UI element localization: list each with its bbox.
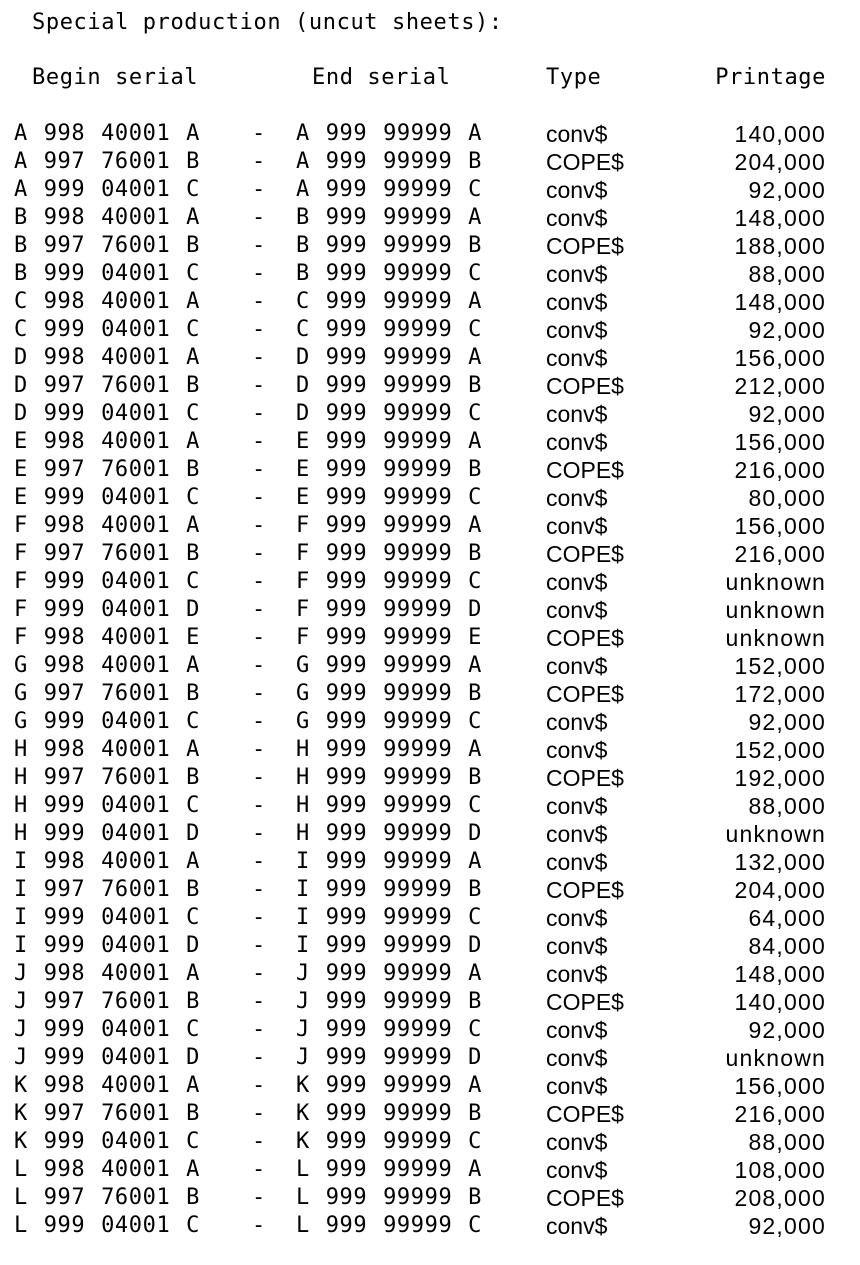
end-serial-cell: A 999 99999 B xyxy=(296,149,482,174)
begin-serial-cell: J 998 40001 A xyxy=(14,961,200,986)
begin-serial-cell: I 998 40001 A xyxy=(14,849,200,874)
begin-serial-cell: E 997 76001 B xyxy=(14,457,200,482)
end-serial-cell: F 999 99999 B xyxy=(296,541,482,566)
end-serial-cell: K 999 99999 C xyxy=(296,1129,482,1154)
printage-cell: 208,000 xyxy=(734,1185,826,1211)
table-row xyxy=(0,932,860,960)
begin-serial-cell: H 999 04001 D xyxy=(14,821,200,846)
range-dash: - xyxy=(252,625,266,650)
end-serial-cell: E 999 99999 B xyxy=(296,457,482,482)
range-dash: - xyxy=(252,989,266,1014)
type-cell: COPE$ xyxy=(546,877,624,903)
type-cell: COPE$ xyxy=(546,625,624,651)
type-cell: conv$ xyxy=(546,485,608,511)
begin-serial-cell: C 999 04001 C xyxy=(14,317,200,342)
range-dash: - xyxy=(252,1129,266,1154)
range-dash: - xyxy=(252,709,266,734)
begin-serial-cell: F 999 04001 C xyxy=(14,569,200,594)
end-serial-cell: I 999 99999 D xyxy=(296,933,482,958)
type-cell: conv$ xyxy=(546,289,608,315)
range-dash: - xyxy=(252,821,266,846)
range-dash: - xyxy=(252,653,266,678)
begin-serial-cell: G 998 40001 A xyxy=(14,653,200,678)
end-serial-cell: J 999 99999 D xyxy=(296,1045,482,1070)
type-cell: COPE$ xyxy=(546,1185,624,1211)
table-row xyxy=(0,568,860,596)
end-serial-cell: D 999 99999 A xyxy=(296,345,482,370)
table-row xyxy=(0,652,860,680)
printage-cell: 92,000 xyxy=(748,1017,826,1043)
type-cell: conv$ xyxy=(546,261,608,287)
begin-serial-cell: D 997 76001 B xyxy=(14,373,200,398)
begin-serial-cell: K 999 04001 C xyxy=(14,1129,200,1154)
table-row xyxy=(0,1128,860,1156)
range-dash: - xyxy=(252,681,266,706)
type-cell: conv$ xyxy=(546,1213,608,1239)
range-dash: - xyxy=(252,121,266,146)
begin-serial-cell: B 998 40001 A xyxy=(14,205,200,230)
table-row xyxy=(0,1184,860,1212)
begin-serial-cell: L 997 76001 B xyxy=(14,1185,200,1210)
end-serial-cell: J 999 99999 B xyxy=(296,989,482,1014)
column-header-begin-serial: Begin serial xyxy=(32,65,199,90)
type-cell: conv$ xyxy=(546,205,608,231)
printage-cell: 156,000 xyxy=(734,513,826,539)
table-row xyxy=(0,820,860,848)
range-dash: - xyxy=(252,737,266,762)
end-serial-cell: B 999 99999 B xyxy=(296,233,482,258)
table-row xyxy=(0,456,860,484)
range-dash: - xyxy=(252,765,266,790)
type-cell: conv$ xyxy=(546,401,608,427)
end-serial-cell: B 999 99999 C xyxy=(296,261,482,286)
column-header-type: Type xyxy=(546,65,602,90)
begin-serial-cell: H 999 04001 C xyxy=(14,793,200,818)
printage-cell: 92,000 xyxy=(748,401,826,427)
table-row xyxy=(0,260,860,288)
printage-cell: 204,000 xyxy=(734,877,826,903)
table-row xyxy=(0,708,860,736)
begin-serial-cell: E 999 04001 C xyxy=(14,485,200,510)
table-row xyxy=(0,876,860,904)
table-row xyxy=(0,316,860,344)
begin-serial-cell: A 997 76001 B xyxy=(14,149,200,174)
end-serial-cell: A 999 99999 A xyxy=(296,121,482,146)
printage-cell: 148,000 xyxy=(734,289,826,315)
printage-cell: 88,000 xyxy=(748,793,826,819)
type-cell: conv$ xyxy=(546,1045,608,1071)
type-cell: conv$ xyxy=(546,849,608,875)
table-row xyxy=(0,484,860,512)
end-serial-cell: H 999 99999 D xyxy=(296,821,482,846)
range-dash: - xyxy=(252,597,266,622)
end-serial-cell: K 999 99999 B xyxy=(296,1101,482,1126)
end-serial-cell: E 999 99999 C xyxy=(296,485,482,510)
printage-cell: 80,000 xyxy=(748,485,826,511)
range-dash: - xyxy=(252,177,266,202)
begin-serial-cell: A 999 04001 C xyxy=(14,177,200,202)
end-serial-cell: I 999 99999 B xyxy=(296,877,482,902)
end-serial-cell: L 999 99999 A xyxy=(296,1157,482,1182)
table-row xyxy=(0,288,860,316)
range-dash: - xyxy=(252,849,266,874)
type-cell: conv$ xyxy=(546,737,608,763)
printage-cell: 152,000 xyxy=(734,653,826,679)
range-dash: - xyxy=(252,1185,266,1210)
serial-table xyxy=(0,120,860,1240)
begin-serial-cell: B 997 76001 B xyxy=(14,233,200,258)
range-dash: - xyxy=(252,289,266,314)
type-cell: COPE$ xyxy=(546,989,624,1015)
printage-cell: 148,000 xyxy=(734,205,826,231)
printage-cell: 148,000 xyxy=(734,961,826,987)
printage-cell: 132,000 xyxy=(734,849,826,875)
table-row xyxy=(0,176,860,204)
column-header-printage: Printage xyxy=(715,65,826,90)
printage-cell: 216,000 xyxy=(734,541,826,567)
printage-cell: 188,000 xyxy=(734,233,826,259)
printage-cell: 88,000 xyxy=(748,1129,826,1155)
begin-serial-cell: D 999 04001 C xyxy=(14,401,200,426)
table-row xyxy=(0,400,860,428)
printage-cell: 212,000 xyxy=(734,373,826,399)
range-dash: - xyxy=(252,1017,266,1042)
range-dash: - xyxy=(252,793,266,818)
type-cell: conv$ xyxy=(546,177,608,203)
range-dash: - xyxy=(252,1101,266,1126)
table-row xyxy=(0,1100,860,1128)
type-cell: conv$ xyxy=(546,933,608,959)
end-serial-cell: K 999 99999 A xyxy=(296,1073,482,1098)
type-cell: conv$ xyxy=(546,317,608,343)
end-serial-cell: F 999 99999 C xyxy=(296,569,482,594)
type-cell: conv$ xyxy=(546,597,608,623)
begin-serial-cell: I 999 04001 C xyxy=(14,905,200,930)
range-dash: - xyxy=(252,1213,266,1238)
end-serial-cell: I 999 99999 A xyxy=(296,849,482,874)
end-serial-cell: F 999 99999 E xyxy=(296,625,482,650)
begin-serial-cell: E 998 40001 A xyxy=(14,429,200,454)
printage-cell: unknown xyxy=(725,597,826,623)
range-dash: - xyxy=(252,429,266,454)
type-cell: COPE$ xyxy=(546,457,624,483)
table-row xyxy=(0,148,860,176)
begin-serial-cell: F 999 04001 D xyxy=(14,597,200,622)
type-cell: conv$ xyxy=(546,821,608,847)
table-row xyxy=(0,792,860,820)
table-row xyxy=(0,596,860,624)
range-dash: - xyxy=(252,1157,266,1182)
begin-serial-cell: C 998 40001 A xyxy=(14,289,200,314)
type-cell: COPE$ xyxy=(546,681,624,707)
table-row xyxy=(0,1016,860,1044)
type-cell: conv$ xyxy=(546,513,608,539)
range-dash: - xyxy=(252,205,266,230)
begin-serial-cell: K 997 76001 B xyxy=(14,1101,200,1126)
end-serial-cell: D 999 99999 B xyxy=(296,373,482,398)
begin-serial-cell: H 997 76001 B xyxy=(14,765,200,790)
end-serial-cell: J 999 99999 A xyxy=(296,961,482,986)
type-cell: conv$ xyxy=(546,569,608,595)
table-row xyxy=(0,372,860,400)
type-cell: conv$ xyxy=(546,709,608,735)
range-dash: - xyxy=(252,261,266,286)
printage-cell: 108,000 xyxy=(734,1157,826,1183)
range-dash: - xyxy=(252,905,266,930)
printage-cell: unknown xyxy=(725,1045,826,1071)
table-row xyxy=(0,960,860,988)
end-serial-cell: F 999 99999 D xyxy=(296,597,482,622)
printage-cell: 172,000 xyxy=(734,681,826,707)
printage-cell: 84,000 xyxy=(748,933,826,959)
begin-serial-cell: L 998 40001 A xyxy=(14,1157,200,1182)
type-cell: conv$ xyxy=(546,121,608,147)
range-dash: - xyxy=(252,149,266,174)
table-row xyxy=(0,680,860,708)
range-dash: - xyxy=(252,373,266,398)
table-row xyxy=(0,1212,860,1240)
type-cell: conv$ xyxy=(546,345,608,371)
range-dash: - xyxy=(252,1045,266,1070)
begin-serial-cell: G 999 04001 C xyxy=(14,709,200,734)
begin-serial-cell: I 999 04001 D xyxy=(14,933,200,958)
begin-serial-cell: H 998 40001 A xyxy=(14,737,200,762)
range-dash: - xyxy=(252,233,266,258)
type-cell: conv$ xyxy=(546,1129,608,1155)
printage-cell: 204,000 xyxy=(734,149,826,175)
printage-cell: 88,000 xyxy=(748,261,826,287)
table-row xyxy=(0,848,860,876)
type-cell: conv$ xyxy=(546,905,608,931)
range-dash: - xyxy=(252,961,266,986)
begin-serial-cell: J 999 04001 D xyxy=(14,1045,200,1070)
end-serial-cell: C 999 99999 C xyxy=(296,317,482,342)
begin-serial-cell: F 998 40001 A xyxy=(14,513,200,538)
table-row xyxy=(0,764,860,792)
begin-serial-cell: B 999 04001 C xyxy=(14,261,200,286)
printage-cell: 216,000 xyxy=(734,457,826,483)
table-row xyxy=(0,512,860,540)
printage-cell: 152,000 xyxy=(734,737,826,763)
begin-serial-cell: J 999 04001 C xyxy=(14,1017,200,1042)
end-serial-cell: H 999 99999 C xyxy=(296,793,482,818)
printage-cell: 92,000 xyxy=(748,1213,826,1239)
range-dash: - xyxy=(252,345,266,370)
printage-cell: unknown xyxy=(725,625,826,651)
range-dash: - xyxy=(252,933,266,958)
type-cell: COPE$ xyxy=(546,233,624,259)
table-row xyxy=(0,120,860,148)
end-serial-cell: G 999 99999 A xyxy=(296,653,482,678)
begin-serial-cell: I 997 76001 B xyxy=(14,877,200,902)
table-row xyxy=(0,904,860,932)
begin-serial-cell: L 999 04001 C xyxy=(14,1213,200,1238)
end-serial-cell: L 999 99999 C xyxy=(296,1213,482,1238)
printage-cell: 140,000 xyxy=(734,121,826,147)
printage-cell: 92,000 xyxy=(748,177,826,203)
table-row xyxy=(0,624,860,652)
end-serial-cell: J 999 99999 C xyxy=(296,1017,482,1042)
table-row xyxy=(0,736,860,764)
end-serial-cell: E 999 99999 A xyxy=(296,429,482,454)
printage-cell: unknown xyxy=(725,821,826,847)
page-heading: Special production (uncut sheets): xyxy=(32,10,503,35)
begin-serial-cell: F 998 40001 E xyxy=(14,625,200,650)
type-cell: conv$ xyxy=(546,1017,608,1043)
table-row xyxy=(0,204,860,232)
printage-cell: 156,000 xyxy=(734,1073,826,1099)
begin-serial-cell: K 998 40001 A xyxy=(14,1073,200,1098)
range-dash: - xyxy=(252,317,266,342)
range-dash: - xyxy=(252,401,266,426)
end-serial-cell: I 999 99999 C xyxy=(296,905,482,930)
printage-cell: 92,000 xyxy=(748,317,826,343)
range-dash: - xyxy=(252,513,266,538)
printage-cell: 192,000 xyxy=(734,765,826,791)
begin-serial-cell: D 998 40001 A xyxy=(14,345,200,370)
range-dash: - xyxy=(252,569,266,594)
table-row xyxy=(0,1072,860,1100)
table-row xyxy=(0,428,860,456)
type-cell: conv$ xyxy=(546,653,608,679)
type-cell: conv$ xyxy=(546,793,608,819)
type-cell: conv$ xyxy=(546,961,608,987)
table-row xyxy=(0,988,860,1016)
end-serial-cell: A 999 99999 C xyxy=(296,177,482,202)
begin-serial-cell: F 997 76001 B xyxy=(14,541,200,566)
begin-serial-cell: G 997 76001 B xyxy=(14,681,200,706)
table-row xyxy=(0,1044,860,1072)
printage-cell: 156,000 xyxy=(734,345,826,371)
table-row xyxy=(0,344,860,372)
type-cell: conv$ xyxy=(546,1073,608,1099)
end-serial-cell: D 999 99999 C xyxy=(296,401,482,426)
printage-cell: 64,000 xyxy=(748,905,826,931)
end-serial-cell: C 999 99999 A xyxy=(296,289,482,314)
end-serial-cell: F 999 99999 A xyxy=(296,513,482,538)
printage-cell: unknown xyxy=(725,569,826,595)
end-serial-cell: H 999 99999 B xyxy=(296,765,482,790)
printage-cell: 156,000 xyxy=(734,429,826,455)
range-dash: - xyxy=(252,541,266,566)
table-row xyxy=(0,1156,860,1184)
end-serial-cell: G 999 99999 B xyxy=(296,681,482,706)
type-cell: conv$ xyxy=(546,1157,608,1183)
range-dash: - xyxy=(252,877,266,902)
printage-cell: 216,000 xyxy=(734,1101,826,1127)
column-header-end-serial: End serial xyxy=(312,65,451,90)
begin-serial-cell: A 998 40001 A xyxy=(14,121,200,146)
column-headers xyxy=(0,64,860,94)
printage-cell: 140,000 xyxy=(734,989,826,1015)
range-dash: - xyxy=(252,1073,266,1098)
range-dash: - xyxy=(252,485,266,510)
type-cell: COPE$ xyxy=(546,541,624,567)
printage-cell: 92,000 xyxy=(748,709,826,735)
type-cell: COPE$ xyxy=(546,1101,624,1127)
table-row xyxy=(0,540,860,568)
range-dash: - xyxy=(252,457,266,482)
type-cell: COPE$ xyxy=(546,149,624,175)
type-cell: conv$ xyxy=(546,429,608,455)
end-serial-cell: G 999 99999 C xyxy=(296,709,482,734)
type-cell: COPE$ xyxy=(546,373,624,399)
end-serial-cell: H 999 99999 A xyxy=(296,737,482,762)
type-cell: COPE$ xyxy=(546,765,624,791)
end-serial-cell: L 999 99999 B xyxy=(296,1185,482,1210)
begin-serial-cell: J 997 76001 B xyxy=(14,989,200,1014)
end-serial-cell: B 999 99999 A xyxy=(296,205,482,230)
table-row xyxy=(0,232,860,260)
